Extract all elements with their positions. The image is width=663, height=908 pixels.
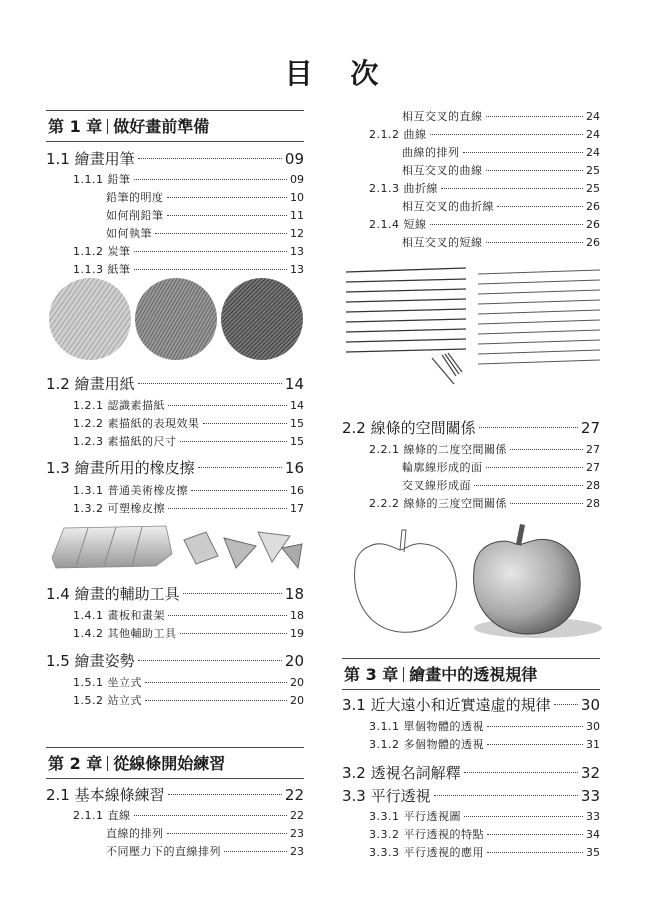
toc-page: 09 xyxy=(290,173,304,186)
toc-entry[interactable] xyxy=(46,825,304,841)
toc-page: 10 xyxy=(290,191,304,204)
toc-page: 24 xyxy=(586,128,600,141)
toc-entry[interactable] xyxy=(46,692,304,708)
toc-entry[interactable] xyxy=(46,225,304,241)
chapter-1-heading[interactable] xyxy=(46,110,304,142)
toc-page: 33 xyxy=(580,787,600,805)
toc-entry[interactable] xyxy=(46,433,304,449)
toc-label: 曲線的排列 xyxy=(402,146,460,159)
toc-entry[interactable] xyxy=(342,808,600,824)
toc-entry[interactable] xyxy=(342,718,600,734)
toc-entry[interactable] xyxy=(342,844,600,860)
toc-label: 2.1.3 曲折線 xyxy=(369,182,438,195)
chapter-number: 第 2 章 xyxy=(48,754,103,773)
toc-entry[interactable] xyxy=(46,189,304,205)
toc-entry[interactable] xyxy=(46,243,304,259)
toc-page: 16 xyxy=(290,484,304,497)
toc-label: 1.1 繪畫用筆 xyxy=(46,150,135,168)
toc-label: 1.2.2 素描紙的表現效果 xyxy=(73,417,200,430)
toc-label: 1.2.1 認識素描紙 xyxy=(73,399,165,412)
toc-page: 18 xyxy=(290,609,304,622)
toc-label: 2.1 基本線條練習 xyxy=(46,786,165,804)
toc-entry[interactable] xyxy=(46,784,304,805)
toc-page: 18 xyxy=(284,585,304,603)
eraser-illustration xyxy=(46,518,304,576)
toc-label: 2.1.2 曲線 xyxy=(369,128,427,141)
chapter-number: 第 1 章 xyxy=(48,117,103,136)
toc-entry[interactable] xyxy=(46,397,304,413)
toc-entry[interactable] xyxy=(342,785,600,806)
toc-label: 1.2.3 素描紙的尺寸 xyxy=(73,435,177,448)
toc-entry[interactable] xyxy=(342,736,600,752)
toc-label: 2.1.1 直線 xyxy=(73,809,131,822)
toc-page: 13 xyxy=(290,263,304,276)
toc-entry[interactable] xyxy=(342,762,600,783)
toc-page: 09 xyxy=(284,150,304,168)
toc-label: 3.3.1 平行透視圖 xyxy=(369,810,461,823)
toc-page: 12 xyxy=(290,227,304,240)
toc-label: 1.3.2 可塑橡皮擦 xyxy=(73,502,165,515)
toc-entry[interactable] xyxy=(46,171,304,187)
toc-entry[interactable] xyxy=(342,144,600,160)
toc-page: 22 xyxy=(284,786,304,804)
chapter-title: 繪畫中的透視規律 xyxy=(409,665,538,684)
toc-page: 20 xyxy=(290,694,304,707)
toc-page: 23 xyxy=(290,827,304,840)
toc-label: 1.4 繪畫的輔助工具 xyxy=(46,585,180,603)
toc-label: 1.1.3 紙筆 xyxy=(73,263,131,276)
toc-entry[interactable] xyxy=(46,482,304,498)
toc-page: 19 xyxy=(290,627,304,640)
toc-label: 3.1 近大遠小和近實遠虛的規律 xyxy=(342,696,551,714)
toc-label: 2.2.2 線條的三度空間關係 xyxy=(369,497,507,510)
toc-page: 28 xyxy=(586,479,600,492)
toc-label: 1.1.1 鉛筆 xyxy=(73,173,131,186)
toc-entry[interactable] xyxy=(342,459,600,475)
toc-page: 26 xyxy=(586,236,600,249)
toc-page: 20 xyxy=(290,676,304,689)
toc-page: 25 xyxy=(586,164,600,177)
toc-entry[interactable] xyxy=(342,826,600,842)
toc-label: 2.2.1 線條的二度空間關係 xyxy=(369,443,507,456)
toc-page: 33 xyxy=(586,810,600,823)
toc-label: 相互交叉的曲線 xyxy=(402,164,483,177)
toc-label: 相互交叉的直線 xyxy=(402,110,483,123)
apple-sketch-illustration xyxy=(342,520,604,642)
line-practice-illustration xyxy=(342,262,604,392)
toc-label: 3.3 平行透視 xyxy=(342,787,431,805)
toc-label: 直線的排列 xyxy=(106,827,164,840)
toc-label: 鉛筆的明度 xyxy=(106,191,164,204)
toc-page: 20 xyxy=(284,652,304,670)
toc-entry[interactable] xyxy=(46,373,304,394)
toc-page: 27 xyxy=(586,461,600,474)
toc-entry[interactable] xyxy=(342,495,600,511)
toc-page: 32 xyxy=(580,764,600,782)
toc-page: 14 xyxy=(284,375,304,393)
toc-entry[interactable] xyxy=(342,198,600,214)
toc-page: 22 xyxy=(290,809,304,822)
toc-label: 如何削鉛筆 xyxy=(106,209,164,222)
toc-entry[interactable] xyxy=(46,674,304,690)
toc-page: 11 xyxy=(290,209,304,222)
toc-entry[interactable] xyxy=(46,457,304,478)
toc-page: 30 xyxy=(586,720,600,733)
toc-entry[interactable] xyxy=(46,583,304,604)
toc-entry[interactable] xyxy=(46,148,304,169)
toc-entry[interactable] xyxy=(342,694,600,715)
toc-label: 1.4.2 其他輔助工具 xyxy=(73,627,177,640)
toc-label: 2.1.4 短線 xyxy=(369,218,427,231)
paper-texture-illustration xyxy=(46,277,304,361)
toc-label: 交叉線形成面 xyxy=(402,479,471,492)
toc-entry[interactable] xyxy=(46,261,304,277)
toc-label: 1.1.2 炭筆 xyxy=(73,245,131,258)
toc-page: 27 xyxy=(586,443,600,456)
toc-entry[interactable] xyxy=(46,415,304,431)
chapter-title: 做好畫前準備 xyxy=(113,117,210,136)
toc-entry[interactable] xyxy=(342,162,600,178)
toc-label: 1.3 繪畫所用的橡皮擦 xyxy=(46,459,195,477)
toc-entry[interactable] xyxy=(46,807,304,823)
toc-label: 相互交叉的曲折線 xyxy=(402,200,494,213)
toc-page: 34 xyxy=(586,828,600,841)
toc-entry[interactable] xyxy=(342,216,600,232)
toc-label: 如何執筆 xyxy=(106,227,152,240)
toc-page: 15 xyxy=(290,435,304,448)
toc-label: 3.3.3 平行透視的應用 xyxy=(369,846,484,859)
toc-label: 1.2 繪畫用紙 xyxy=(46,375,135,393)
toc-label: 輪廓線形成的面 xyxy=(402,461,483,474)
toc-entry[interactable] xyxy=(46,207,304,223)
toc-label: 3.2 透視名詞解釋 xyxy=(342,764,461,782)
toc-entry[interactable] xyxy=(46,650,304,671)
toc-page: 24 xyxy=(586,110,600,123)
page-title: 目 次 xyxy=(284,57,393,90)
toc-entry[interactable] xyxy=(342,441,600,457)
chapter-2-heading[interactable] xyxy=(46,747,304,779)
toc-page: 35 xyxy=(586,846,600,859)
chapter-3-heading[interactable] xyxy=(342,658,600,690)
chapter-title: 從線條開始練習 xyxy=(113,754,226,773)
toc-page: 26 xyxy=(586,200,600,213)
toc-entry[interactable] xyxy=(342,234,600,250)
toc-entry[interactable] xyxy=(46,607,304,623)
toc-page: 15 xyxy=(290,417,304,430)
toc-page: 31 xyxy=(586,738,600,751)
toc-label: 3.1.2 多個物體的透視 xyxy=(369,738,484,751)
toc-entry[interactable] xyxy=(342,180,600,196)
toc-entry[interactable] xyxy=(46,625,304,641)
toc-page: 16 xyxy=(284,459,304,477)
toc-page: 25 xyxy=(586,182,600,195)
toc-entry[interactable] xyxy=(342,477,600,493)
toc-page: 23 xyxy=(290,845,304,858)
toc-page: 30 xyxy=(580,696,600,714)
toc-entry[interactable] xyxy=(46,500,304,516)
toc-label: 3.1.1 單個物體的透視 xyxy=(369,720,484,733)
toc-entry[interactable] xyxy=(342,417,600,438)
toc-label: 1.5.1 坐立式 xyxy=(73,676,142,689)
chapter-number: 第 3 章 xyxy=(344,665,399,684)
toc-label: 1.4.1 畫板和畫架 xyxy=(73,609,165,622)
toc-page: 27 xyxy=(580,419,600,437)
toc-page: 26 xyxy=(586,218,600,231)
toc-page: 17 xyxy=(290,502,304,515)
toc-label: 不同壓力下的直線排列 xyxy=(106,845,221,858)
toc-entry[interactable] xyxy=(342,126,600,142)
toc-page: 24 xyxy=(586,146,600,159)
toc-label: 相互交叉的短線 xyxy=(402,236,483,249)
toc-label: 1.5.2 站立式 xyxy=(73,694,142,707)
toc-entry[interactable] xyxy=(46,843,304,859)
toc-entry[interactable] xyxy=(342,108,600,124)
toc-label: 1.5 繪畫姿勢 xyxy=(46,652,135,670)
toc-label: 1.3.1 普通美術橡皮擦 xyxy=(73,484,188,497)
toc-label: 3.3.2 平行透視的特點 xyxy=(369,828,484,841)
toc-page: 28 xyxy=(586,497,600,510)
toc-page: 13 xyxy=(290,245,304,258)
toc-label: 2.2 線條的空間關係 xyxy=(342,419,476,437)
toc-page: 14 xyxy=(290,399,304,412)
